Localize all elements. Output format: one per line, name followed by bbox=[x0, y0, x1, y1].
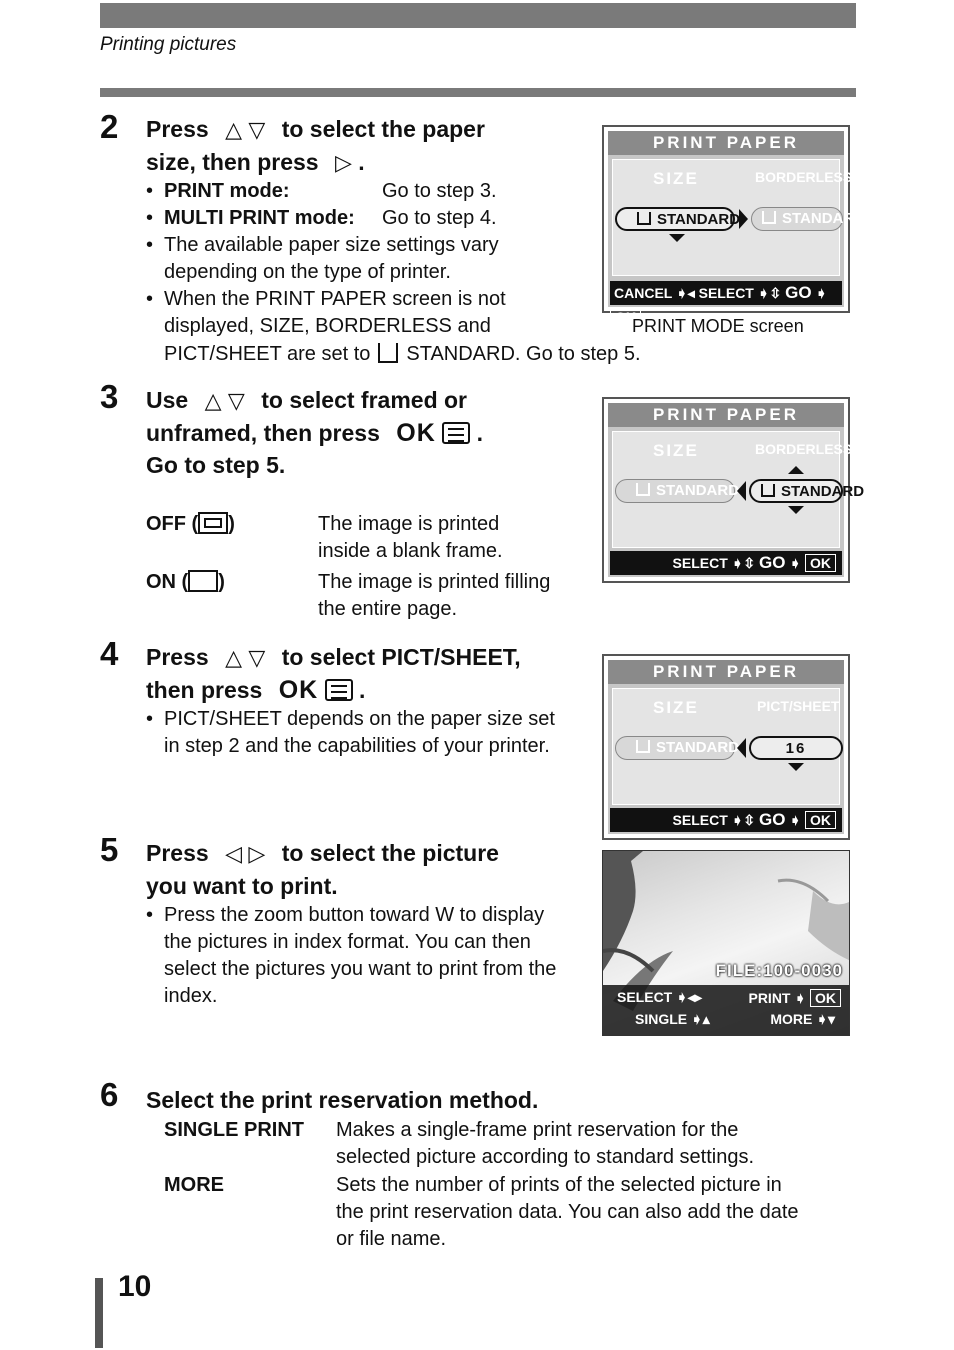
menu-icon bbox=[442, 422, 470, 444]
list-item: • The available paper size settings vary depending on the type of printer. bbox=[146, 232, 564, 286]
step-5-heading: Press ◁ ▷ to select the picture you want to print. bbox=[146, 840, 499, 899]
step-number: 6 bbox=[100, 1076, 119, 1113]
right-arrow-icon: ▷ bbox=[334, 150, 352, 175]
step-4-heading: Press △ ▽ to select PICT/SHEET, then press OK . bbox=[146, 644, 521, 704]
option-off: OFF ( ) The image is printed inside a blank frame. bbox=[146, 513, 503, 562]
screen-title: PRINT PAPER bbox=[608, 660, 844, 684]
up-arrow-icon: △ bbox=[225, 117, 242, 142]
borderless-icon bbox=[188, 570, 218, 592]
list-item: • PRINT mode: Go to step 3. bbox=[146, 178, 596, 205]
borderless-option-pill[interactable]: STANDARD bbox=[751, 207, 843, 231]
step-2-heading: Press △ ▽ to select the paper size, then press ▷ . bbox=[146, 113, 586, 179]
standard-paper-icon bbox=[761, 484, 775, 497]
borderless-label: BORDERLESS bbox=[755, 441, 853, 457]
pict-sheet-label: PICT/SHEET bbox=[757, 698, 840, 714]
step-6-heading: Select the print reservation method. bbox=[146, 1087, 539, 1113]
list-item: • When the PRINT PAPER screen is not displayed, SIZE, BORDERLESS and bbox=[146, 286, 564, 340]
print-paper-screen-3 bbox=[602, 654, 850, 840]
method-list bbox=[164, 1117, 864, 1254]
down-arrow-icon bbox=[788, 506, 804, 514]
up-arrow-icon bbox=[788, 466, 804, 474]
down-arrow-icon bbox=[669, 234, 685, 242]
pict-sheet-option-pill[interactable]: 16 bbox=[749, 736, 843, 760]
down-arrow-icon: ▽ bbox=[227, 388, 245, 413]
menu-icon bbox=[325, 679, 353, 701]
step-2-body bbox=[146, 178, 596, 340]
standard-paper-icon bbox=[637, 212, 651, 225]
option-on: ON ( ) The image is printed filling the entire page. bbox=[146, 571, 551, 620]
step-number: 4 bbox=[100, 635, 119, 672]
standard-paper-icon bbox=[762, 211, 776, 224]
standard-paper-icon bbox=[636, 740, 650, 753]
step-4-body bbox=[146, 706, 576, 760]
page-number-bar bbox=[95, 1278, 103, 1348]
screen-footer: CANCEL ➧◂ SELECT ➧⇳ GO ➧ OK bbox=[610, 281, 842, 305]
standard-paper-icon bbox=[378, 343, 398, 363]
size-option-pill[interactable]: STANDARD bbox=[615, 736, 735, 760]
header-bar bbox=[100, 3, 856, 28]
ok-button-label: OK bbox=[278, 676, 319, 704]
step-3-heading: Use △ ▽ to select framed or unframed, then press OK . Go to step 5. bbox=[146, 387, 483, 478]
left-arrow-icon: ◁ bbox=[225, 841, 242, 866]
borderless-option-pill[interactable]: STANDARD bbox=[749, 479, 843, 503]
screen-footer: SELECT ➧⇳ GO ➧ OK bbox=[610, 808, 842, 832]
left-arrow-icon bbox=[737, 481, 746, 501]
down-arrow-icon: ▽ bbox=[248, 645, 266, 670]
up-arrow-icon: △ bbox=[204, 388, 222, 413]
left-arrow-icon bbox=[737, 738, 746, 758]
ok-button-label: OK bbox=[396, 419, 436, 447]
step-number: 5 bbox=[100, 831, 119, 868]
list-item: • Press the zoom button toward W to display the pictures in index format. You can then select the pictures you want to print from the index. bbox=[146, 902, 576, 1010]
print-paper-screen-2 bbox=[602, 397, 865, 583]
size-label: SIZE bbox=[653, 169, 699, 188]
standard-paper-icon bbox=[636, 483, 650, 496]
method-single-print: SINGLE PRINT Makes a single-frame print reservation for the selected picture according to standard settings. bbox=[164, 1119, 755, 1168]
right-arrow-icon bbox=[739, 209, 748, 229]
framed-icon bbox=[198, 512, 228, 534]
divider-bar bbox=[100, 88, 856, 97]
step-5-body bbox=[146, 902, 576, 1010]
method-more: MORE Sets the number of prints of the selected picture in the print reservation data. You can also add the date or file name. bbox=[164, 1174, 799, 1250]
down-arrow-icon: ▽ bbox=[248, 117, 266, 142]
size-label: SIZE bbox=[653, 441, 699, 460]
frame-options bbox=[146, 511, 586, 627]
down-arrow-icon bbox=[788, 763, 804, 771]
file-number: FILE:100-0030 bbox=[715, 961, 843, 980]
screen-title: PRINT PAPER bbox=[608, 403, 844, 427]
screen-footer: SELECT ➧⇳ GO ➧ OK bbox=[610, 551, 842, 575]
screen-caption: PRINT MODE screen bbox=[632, 316, 804, 336]
step-number: 3 bbox=[100, 378, 119, 415]
playback-screen bbox=[602, 850, 850, 1036]
size-option-pill[interactable]: STANDARD bbox=[615, 479, 735, 503]
size-label: SIZE bbox=[653, 698, 699, 717]
size-option-pill[interactable]: STANDARD bbox=[615, 207, 735, 231]
right-arrow-icon: ▷ bbox=[248, 841, 266, 866]
step-number: 2 bbox=[100, 108, 119, 145]
print-paper-screen-1 bbox=[602, 125, 866, 325]
list-item: • MULTI PRINT mode: Go to step 4. bbox=[146, 205, 596, 232]
list-item: • PICT/SHEET depends on the paper size set in step 2 and the capabilities of your printer. bbox=[146, 706, 576, 760]
playback-footer: SELECT ➧◂▸ PRINT ➧ OK SINGLE ➧▴ MORE ➧▾ bbox=[603, 985, 849, 1035]
step-2-tail: PICT/SHEET are set to STANDARD. Go to step 5. bbox=[164, 343, 641, 365]
up-arrow-icon: △ bbox=[225, 645, 242, 670]
screen-title: PRINT PAPER bbox=[608, 131, 844, 155]
page-number: 10 bbox=[118, 1270, 152, 1303]
section-title: Printing pictures bbox=[100, 34, 237, 55]
borderless-label: BORDERLESS bbox=[755, 169, 853, 185]
